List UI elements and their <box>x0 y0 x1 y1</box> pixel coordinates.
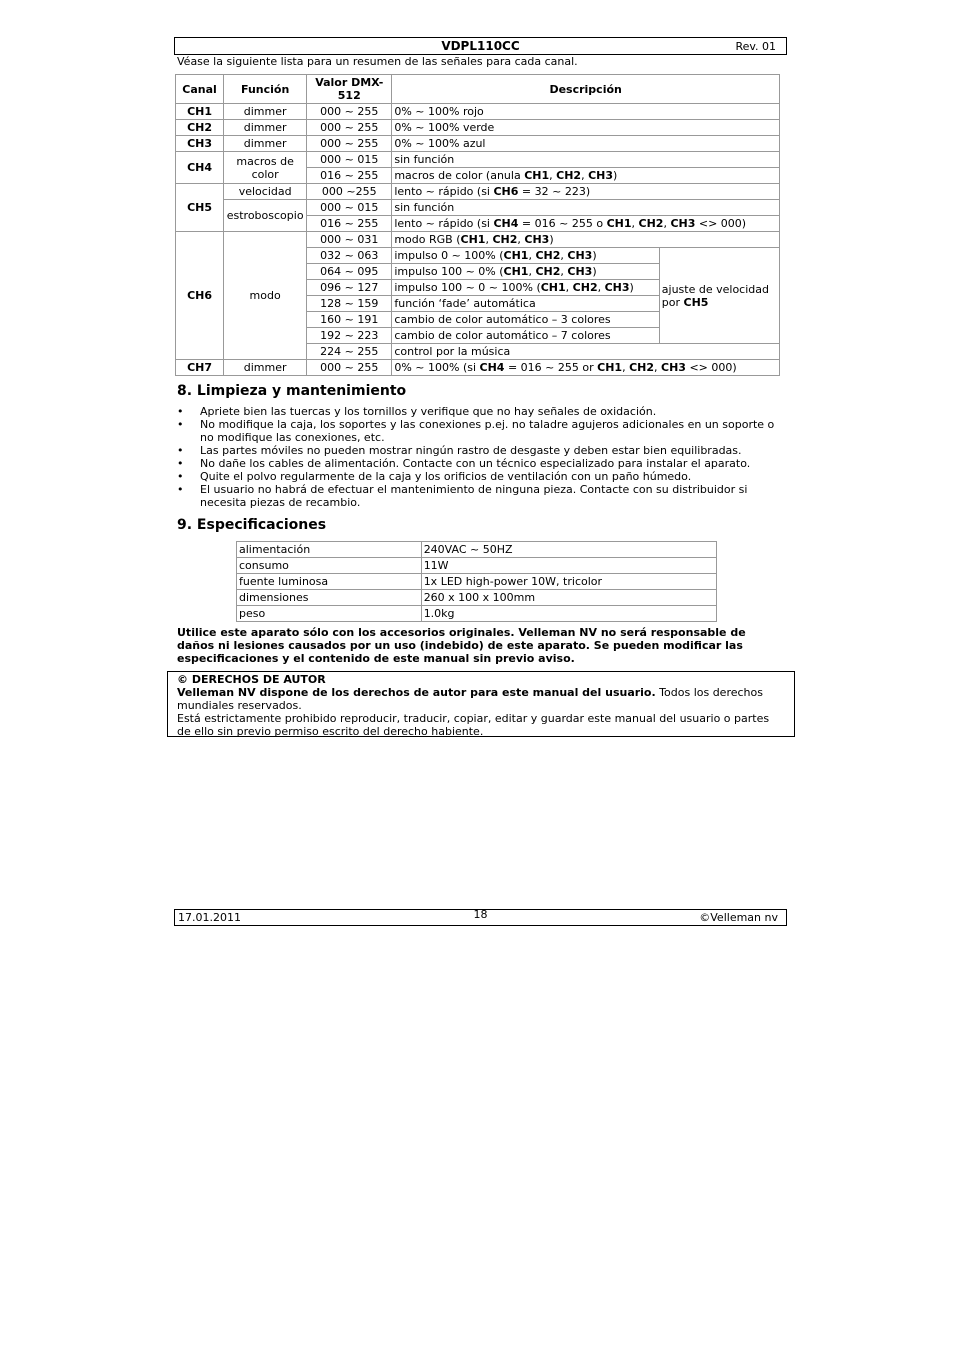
copyright-title: © DERECHOS DE AUTOR <box>177 673 326 686</box>
channel-ref: CH4 <box>493 217 519 230</box>
cell-valor: 000 ~ 015 <box>307 200 392 216</box>
channel-ref: CH1 <box>503 249 529 262</box>
page-footer <box>174 909 787 926</box>
list-item: • No modifique la caja, los soportes y las conexiones p.ej. no taladre agujeros adicionales en un soporte o no modifique las conexiones, etc. <box>177 418 777 444</box>
cell-desc: macros de color (anula CH1, CH2, CH3) <box>392 168 780 184</box>
copyright-box <box>167 671 795 737</box>
channel-ref: CH1 <box>597 361 623 374</box>
cell-funcion: dimmer <box>224 136 307 152</box>
cell-valor: 096 ~ 127 <box>307 280 392 296</box>
spec-value: 260 x 100 x 100mm <box>421 590 716 606</box>
cell-desc: sin función <box>392 152 780 168</box>
cell-valor: 000 ~255 <box>307 184 392 200</box>
table-row <box>237 542 717 558</box>
channel-ref: CH4 <box>479 361 505 374</box>
section-8-title: 8. Limpieza y mantenimiento <box>177 383 407 399</box>
page-number: 18 <box>473 908 488 921</box>
cell-valor: 016 ~ 255 <box>307 168 392 184</box>
channel-ref: CH3 <box>588 169 613 182</box>
channel-ref: CH2 <box>629 361 655 374</box>
channel-ref: CH1 <box>540 281 566 294</box>
cell-funcion: dimmer <box>224 120 307 136</box>
list-item: • No dañe los cables de alimentación. Contacte con un técnico especializado para instalar el aparato. <box>177 457 777 470</box>
col-header-canal: Canal <box>176 75 224 104</box>
cell-desc: impulso 100 ~ 0% (CH1, CH2, CH3) <box>392 264 659 280</box>
warning-text: Utilice este aparato sólo con los accesorios originales. Velleman NV no será responsable de daños ni lesiones causados por un uso (indebido) de este aparato. Se pueden modificar las especificaciones y el contenido de este manual sin previo aviso. <box>177 626 746 665</box>
cell-side-note: ajuste de velocidad por CH5 <box>659 248 779 344</box>
cell-canal: CH7 <box>176 360 224 376</box>
maintenance-list <box>177 405 777 509</box>
table-row <box>176 104 780 120</box>
cell-canal: CH5 <box>176 184 224 232</box>
cell-valor: 032 ~ 063 <box>307 248 392 264</box>
cell-desc: 0% ~ 100% verde <box>392 120 780 136</box>
cell-valor: 000 ~ 255 <box>307 104 392 120</box>
revision-label: Rev. 01 <box>735 40 776 53</box>
cell-funcion: macros de color <box>224 152 307 184</box>
channel-ref: CH1 <box>606 217 632 230</box>
table-header-row <box>176 75 780 104</box>
cell-valor: 000 ~ 031 <box>307 232 392 248</box>
channel-ref: CH3 <box>670 217 696 230</box>
page-header <box>174 37 787 55</box>
cell-funcion: dimmer <box>224 360 307 376</box>
footer-date: 17.01.2011 <box>178 911 241 924</box>
spec-key: alimentación <box>237 542 422 558</box>
spec-value: 240VAC ~ 50HZ <box>421 542 716 558</box>
cell-canal: CH1 <box>176 104 224 120</box>
copyright-prohibition: Está estrictamente prohibido reproducir, traducir, copiar, editar y guardar este manual del usuario o partes de ello sin previo permiso escrito del derecho habiente. <box>177 712 770 738</box>
col-header-valor: Valor DMX-512 <box>307 75 392 104</box>
spec-key: consumo <box>237 558 422 574</box>
channel-ref: CH2 <box>638 217 664 230</box>
cell-desc: función ‘fade’ automática <box>392 296 659 312</box>
cell-valor: 160 ~ 191 <box>307 312 392 328</box>
table-row <box>176 200 780 216</box>
channel-ref: CH3 <box>567 249 593 262</box>
cell-desc: cambio de color automático – 7 colores <box>392 328 659 344</box>
cell-valor: 000 ~ 255 <box>307 360 392 376</box>
table-row <box>176 184 780 200</box>
channel-ref: CH2 <box>572 281 598 294</box>
spec-key: peso <box>237 606 422 622</box>
table-row <box>176 136 780 152</box>
spec-value: 1x LED high-power 10W, tricolor <box>421 574 716 590</box>
col-header-funcion: Función <box>224 75 307 104</box>
cell-desc: control por la música <box>392 344 780 360</box>
cell-canal: CH2 <box>176 120 224 136</box>
cell-desc: lento ~ rápido (si CH4 = 016 ~ 255 o CH1, CH2, CH3 <> 000) <box>392 216 780 232</box>
spec-key: dimensiones <box>237 590 422 606</box>
section-9-title: 9. Especificaciones <box>177 517 327 533</box>
channel-ref: CH2 <box>556 169 582 182</box>
channel-ref: CH2 <box>492 233 518 246</box>
cell-desc: 0% ~ 100% rojo <box>392 104 780 120</box>
cell-valor: 016 ~ 255 <box>307 216 392 232</box>
copyright-owner: Velleman NV dispone de los derechos de autor para este manual del usuario. <box>177 686 656 699</box>
channel-ref: CH3 <box>524 233 550 246</box>
cell-funcion: dimmer <box>224 104 307 120</box>
channel-ref: CH3 <box>661 361 686 374</box>
cell-desc: sin función <box>392 200 780 216</box>
channel-ref: CH5 <box>683 295 709 309</box>
channel-table <box>175 74 780 376</box>
cell-desc: lento ~ rápido (si CH6 = 32 ~ 223) <box>392 184 780 200</box>
channel-ref: CH1 <box>503 265 529 278</box>
cell-valor: 000 ~ 255 <box>307 120 392 136</box>
table-row <box>176 120 780 136</box>
cell-funcion: estroboscopio <box>224 200 307 232</box>
table-row <box>237 558 717 574</box>
cell-desc: 0% ~ 100% (si CH4 = 016 ~ 255 or CH1, CH2, CH3 <> 000) <box>392 360 780 376</box>
cell-canal: CH3 <box>176 136 224 152</box>
cell-desc: 0% ~ 100% azul <box>392 136 780 152</box>
list-item: • Las partes móviles no pueden mostrar ningún rastro de desgaste y deben estar bien equilibradas. <box>177 444 777 457</box>
table-row <box>176 152 780 168</box>
list-item: • Quite el polvo regularmente de la caja y los orificios de ventilación con un paño húmedo. <box>177 470 777 483</box>
channel-ref: CH1 <box>460 233 486 246</box>
copyright-rights-rest: Todos los derechos mundiales reservados. <box>177 686 763 712</box>
cell-valor: 000 ~ 255 <box>307 136 392 152</box>
cell-canal: CH4 <box>176 152 224 184</box>
cell-desc: cambio de color automático – 3 colores <box>392 312 659 328</box>
list-item: • Apriete bien las tuercas y los tornillos y verifique que no hay señales de oxidación. <box>177 405 777 418</box>
cell-funcion: velocidad <box>224 184 307 200</box>
cell-canal: CH6 <box>176 232 224 360</box>
spec-value: 11W <box>421 558 716 574</box>
cell-desc: impulso 0 ~ 100% (CH1, CH2, CH3) <box>392 248 659 264</box>
channel-ref: CH3 <box>604 281 630 294</box>
table-row <box>176 232 780 248</box>
document-title: VDPL110CC <box>441 39 520 53</box>
spec-value: 1.0kg <box>421 606 716 622</box>
cell-valor: 064 ~ 095 <box>307 264 392 280</box>
channel-ref: CH2 <box>535 265 561 278</box>
cell-desc: impulso 100 ~ 0 ~ 100% (CH1, CH2, CH3) <box>392 280 659 296</box>
channel-ref: CH6 <box>493 185 519 198</box>
cell-valor: 192 ~ 223 <box>307 328 392 344</box>
table-row <box>176 360 780 376</box>
cell-funcion: modo <box>224 232 307 360</box>
table-row <box>237 606 717 622</box>
cell-valor: 224 ~ 255 <box>307 344 392 360</box>
col-header-descripcion: Descripción <box>392 75 780 104</box>
channel-ref: CH2 <box>535 249 561 262</box>
channel-ref: CH3 <box>567 265 593 278</box>
footer-copyright: ©Velleman nv <box>699 911 778 924</box>
table-row <box>237 574 717 590</box>
cell-valor: 000 ~ 015 <box>307 152 392 168</box>
table-row <box>237 590 717 606</box>
list-item: • El usuario no habrá de efectuar el mantenimiento de ninguna pieza. Contacte con su distribuidor si necesita piezas de recambio. <box>177 483 777 509</box>
channel-ref: CH1 <box>524 169 550 182</box>
spec-key: fuente luminosa <box>237 574 422 590</box>
cell-valor: 128 ~ 159 <box>307 296 392 312</box>
cell-desc: modo RGB (CH1, CH2, CH3) <box>392 232 780 248</box>
copyright-rights <box>177 686 785 712</box>
spec-table <box>236 541 717 622</box>
intro-text: Véase la siguiente lista para un resumen de las señales para cada canal. <box>177 55 578 68</box>
